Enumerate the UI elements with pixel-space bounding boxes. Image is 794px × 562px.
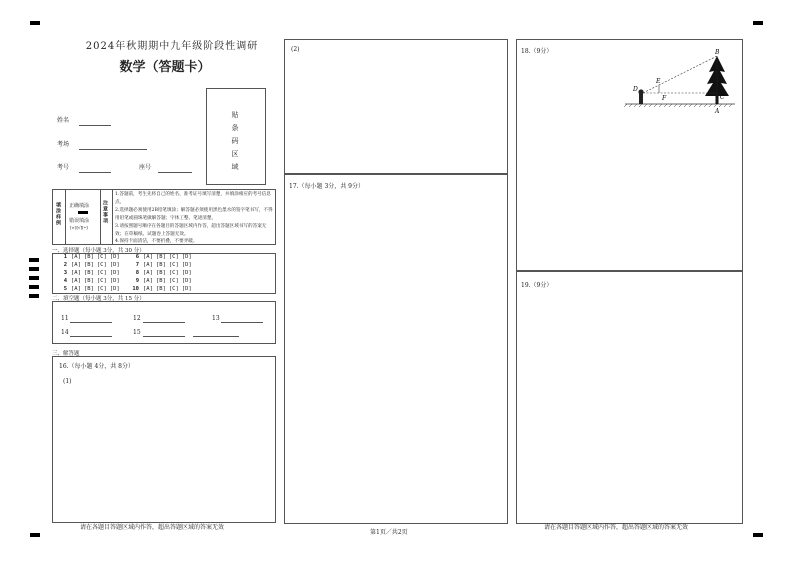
q16-part2-answer-area[interactable]	[284, 39, 508, 174]
barcode-char: 域	[231, 163, 239, 171]
barcode-char: 贴	[231, 111, 239, 119]
exam-room-label: 考场	[57, 141, 70, 148]
section2-heading: 二、填空题（每小题 3分，共 15 分）	[52, 296, 145, 302]
choice-row[interactable]: 9 [A] [B] [C] [D]	[135, 278, 192, 284]
choice-row[interactable]: 8 [A] [B] [C] [D]	[135, 270, 192, 276]
figure-label-f: F	[662, 95, 667, 102]
correct-fill-sample	[78, 211, 88, 214]
blank-number: 12	[133, 315, 141, 322]
side-mark	[29, 276, 39, 280]
side-mark	[29, 285, 39, 289]
choice-row[interactable]: 4 [A] [B] [C] [D]	[63, 278, 120, 284]
q17-label: 17.（每小题 3分，共 9分）	[289, 183, 364, 190]
side-mark	[29, 294, 39, 298]
q16-part2-label: (2)	[291, 46, 300, 53]
blank-number: 15	[133, 329, 141, 336]
page-number: 第1页	[370, 529, 386, 536]
blank-12-field[interactable]	[143, 322, 185, 323]
choice-row[interactable]: 1 [A] [B] [C] [D]	[63, 254, 120, 260]
exam-number-field[interactable]	[79, 172, 111, 173]
figure-label-c: C	[720, 94, 725, 101]
wrong-fill-sample: [×][√][•]	[70, 225, 88, 230]
corner-mark-top-right	[753, 21, 763, 25]
choice-row[interactable]: 10 [A] [B] [C] [D]	[132, 286, 192, 292]
choice-row[interactable]: 3 [A] [B] [C] [D]	[63, 270, 120, 276]
q18-answer-area[interactable]	[516, 39, 743, 271]
instructions-table	[52, 189, 276, 245]
blank-number: 13	[212, 315, 220, 322]
side-mark	[29, 267, 39, 271]
correct-fill-label: 正确填涂	[69, 203, 90, 209]
fill-blank-box	[52, 301, 276, 344]
exam-number-label: 考号	[57, 164, 70, 171]
section3-heading: 三、解答题	[52, 351, 80, 357]
footer-warning-left: 请在各题目答题区域内作答，超出答题区域的答案无效	[80, 524, 225, 531]
exam-title: 2024年秋期期中九年级阶段性调研	[85, 41, 259, 52]
page-total: 共2页	[391, 529, 408, 536]
name-label: 姓名	[57, 117, 70, 124]
q16-answer-area[interactable]	[52, 356, 276, 523]
sheet-subtitle: 数学（答题卡）	[119, 60, 211, 75]
name-field[interactable]	[79, 125, 111, 126]
section1-heading: 一、选择题（每小题 3分，共 30 分）	[52, 248, 145, 254]
note-item: 2.选择题必须使用2B铅笔填涂；解答题必须使用黑色墨水的签字笔书写，不得用铅笔或圆珠笔做解答题；字体工整、笔迹清楚。	[115, 208, 273, 222]
barcode-area	[206, 88, 266, 185]
figure-label-a: A	[715, 108, 720, 115]
choice-row[interactable]: 5 [A] [B] [C] [D]	[63, 286, 120, 292]
barcode-char: 码	[231, 137, 239, 145]
fill-example-label: 填涂样例	[55, 202, 61, 226]
corner-mark-bottom-left	[30, 533, 40, 537]
choice-row[interactable]: 2 [A] [B] [C] [D]	[63, 262, 120, 268]
blank-number: 14	[61, 329, 69, 336]
figure-label-d: D	[633, 86, 638, 93]
note-item: 4.保持卡面清洁，不要折叠，不要弄破。	[115, 239, 198, 244]
q18-label: 18.（9分）	[521, 48, 553, 55]
corner-mark-bottom-right	[753, 533, 763, 537]
page-indicator	[370, 527, 408, 536]
note-item: 3.请按照题号顺序在各题目的答题区域内作答，超出答题区域书写的答案无效；在草稿纸、试题卷上答题无效。	[115, 224, 267, 238]
q19-answer-area[interactable]	[516, 271, 743, 524]
figure-label-b: B	[715, 49, 720, 56]
side-mark	[29, 258, 39, 262]
figure-label-e: E	[656, 78, 661, 85]
blank-15-field[interactable]	[143, 336, 185, 337]
q19-label: 19.（9分）	[521, 282, 553, 289]
seat-number-field[interactable]	[158, 172, 192, 173]
q16-part1-label: (1)	[63, 378, 72, 385]
wrong-fill-label: 错误填涂	[69, 218, 90, 224]
q18-figure	[619, 46, 739, 126]
q16-label: 16.（每小题 4分，共 8分）	[59, 363, 134, 370]
blank-11-field[interactable]	[70, 322, 112, 323]
blank-extra-line	[193, 336, 239, 337]
blank-number: 11	[61, 315, 69, 322]
barcode-char: 条	[231, 124, 239, 132]
choice-row[interactable]: 7 [A] [B] [C] [D]	[135, 262, 192, 268]
note-item: 1.答题前，考生先将自己的姓名、准考证号填写清楚，并填涂相应的考号信息点。	[115, 192, 271, 206]
blank-14-field[interactable]	[70, 336, 112, 337]
page-separator: ／	[385, 529, 392, 536]
seat-number-label: 座号	[139, 164, 152, 171]
corner-mark-top-left	[30, 21, 40, 25]
blank-13-field[interactable]	[221, 322, 263, 323]
choice-answer-box	[52, 253, 276, 294]
q17-answer-area[interactable]	[284, 174, 508, 524]
notes-label: 注意事项	[102, 200, 108, 224]
barcode-char: 区	[231, 150, 239, 158]
choice-row[interactable]: 6 [A] [B] [C] [D]	[135, 254, 192, 260]
footer-warning-right: 请在各题目答题区域内作答，超出答题区域的答案无效	[544, 524, 689, 531]
exam-room-field[interactable]	[79, 149, 147, 150]
